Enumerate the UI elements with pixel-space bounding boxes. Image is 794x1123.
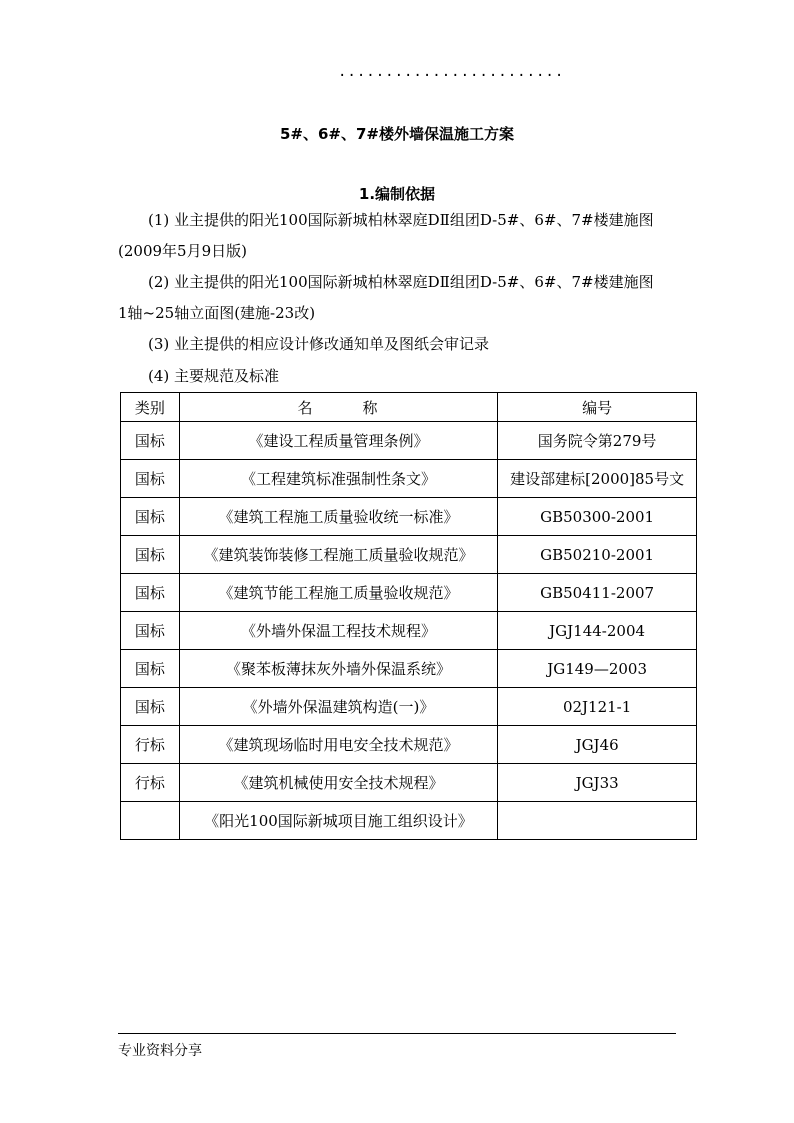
cell-category: 行标 xyxy=(121,764,180,802)
table-row xyxy=(121,460,697,498)
cell-category: 国标 xyxy=(121,460,180,498)
cell-code: GB50300-2001 xyxy=(498,498,697,536)
table-row xyxy=(121,498,697,536)
cell-code: JGJ144-2004 xyxy=(498,612,697,650)
cell-code: 国务院令第279号 xyxy=(498,422,697,460)
paragraph-1-line-1: (1) 业主提供的阳光100国际新城柏林翠庭DⅡ组团D-5#、6#、7#楼建施图 xyxy=(148,211,654,229)
table-row xyxy=(121,726,697,764)
cell-category: 国标 xyxy=(121,688,180,726)
paragraph-2-line-1: (2) 业主提供的阳光100国际新城柏林翠庭DⅡ组团D-5#、6#、7#楼建施图 xyxy=(148,273,654,291)
table-header-row xyxy=(121,393,697,422)
cell-name: 《阳光100国际新城项目施工组织设计》 xyxy=(179,802,498,840)
table-row xyxy=(121,612,697,650)
paragraph-4 xyxy=(118,361,688,392)
table-row xyxy=(121,650,697,688)
cell-name: 《建筑装饰装修工程施工质量验收规范》 xyxy=(179,536,498,574)
cell-code: 建设部建标[2000]85号文 xyxy=(498,460,697,498)
header-category: 类别 xyxy=(121,393,180,422)
cell-code: JG149—2003 xyxy=(498,650,697,688)
cell-category: 国标 xyxy=(121,498,180,536)
paragraph-1-line-2: (2009年5月9日版) xyxy=(118,242,247,260)
document-title: 5#、6#、7#楼外墙保温施工方案 xyxy=(279,125,515,143)
cell-name: 《建筑现场临时用电安全技术规范》 xyxy=(179,726,498,764)
cell-code: GB50210-2001 xyxy=(498,536,697,574)
header-name-part-1: 名 xyxy=(297,398,315,417)
cell-code: GB50411-2007 xyxy=(498,574,697,612)
footer-divider xyxy=(118,1033,676,1034)
header-name xyxy=(179,393,498,422)
paragraph-3 xyxy=(118,329,688,360)
paragraph-2 xyxy=(118,267,688,329)
cell-name: 《建设工程质量管理条例》 xyxy=(179,422,498,460)
cell-category: 行标 xyxy=(121,726,180,764)
table-row xyxy=(121,802,697,840)
table-row xyxy=(121,574,697,612)
table-row xyxy=(121,688,697,726)
paragraph-1 xyxy=(118,205,688,267)
table-row xyxy=(121,764,697,802)
paragraph-3-line-1: (3) 业主提供的相应设计修改通知单及图纸会审记录 xyxy=(148,335,490,353)
cell-code: JGJ33 xyxy=(498,764,697,802)
standards-table xyxy=(120,392,697,840)
cell-category: 国标 xyxy=(121,650,180,688)
cell-category: 国标 xyxy=(121,612,180,650)
cell-code: 02J121-1 xyxy=(498,688,697,726)
cell-name: 《工程建筑标准强制性条文》 xyxy=(179,460,498,498)
table-row xyxy=(121,422,697,460)
header-name-part-2: 称 xyxy=(362,398,380,417)
header-dots: ........................ xyxy=(338,64,565,80)
cell-category: 国标 xyxy=(121,422,180,460)
section-title: 1.编制依据 xyxy=(358,185,436,203)
header-code: 编号 xyxy=(498,393,697,422)
cell-name: 《外墙外保温建筑构造(一)》 xyxy=(179,688,498,726)
cell-code: JGJ46 xyxy=(498,726,697,764)
footer-text: 专业资料分享 xyxy=(118,1043,202,1059)
cell-category xyxy=(121,802,180,840)
cell-code xyxy=(498,802,697,840)
cell-name: 《建筑节能工程施工质量验收规范》 xyxy=(179,574,498,612)
cell-name: 《外墙外保温工程技术规程》 xyxy=(179,612,498,650)
paragraph-2-line-2: 1轴~25轴立面图(建施-23改) xyxy=(118,304,316,322)
cell-category: 国标 xyxy=(121,536,180,574)
table-row xyxy=(121,536,697,574)
paragraph-4-line-1: (4) 主要规范及标准 xyxy=(148,367,280,385)
cell-name: 《聚苯板薄抹灰外墙外保温系统》 xyxy=(179,650,498,688)
cell-name: 《建筑机械使用安全技术规程》 xyxy=(179,764,498,802)
cell-category: 国标 xyxy=(121,574,180,612)
cell-name: 《建筑工程施工质量验收统一标准》 xyxy=(179,498,498,536)
